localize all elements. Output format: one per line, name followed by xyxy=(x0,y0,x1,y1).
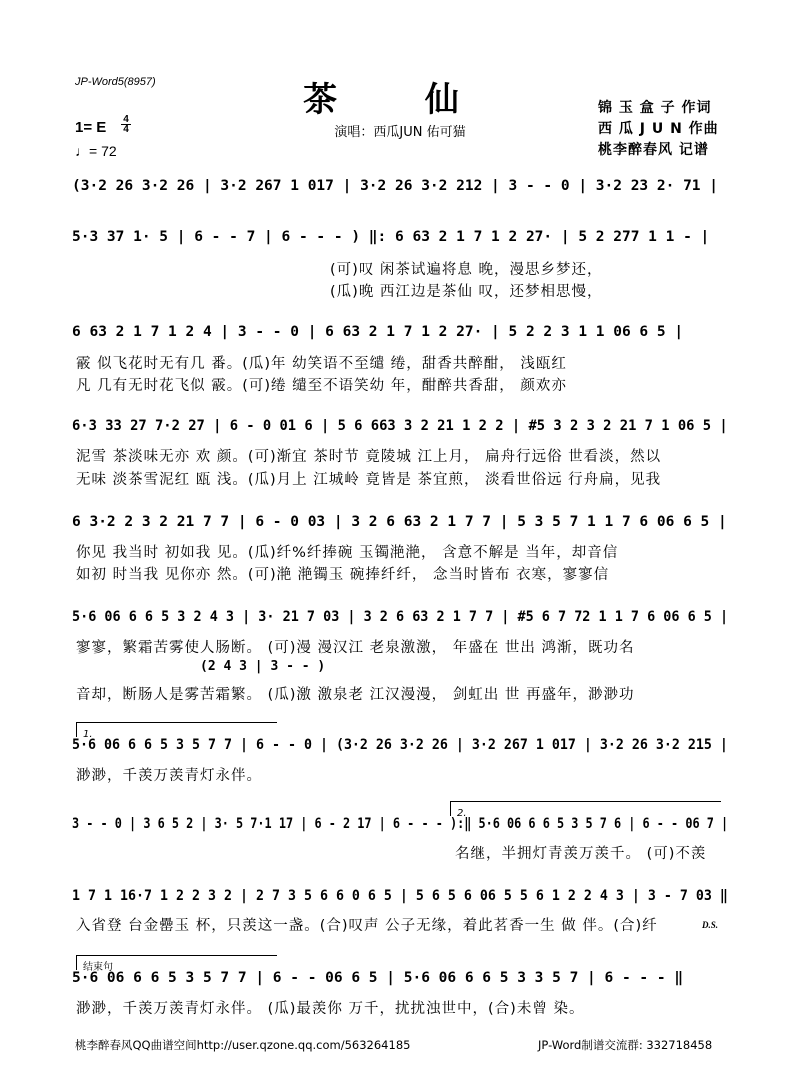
score-line-2-lyrics-1: (可)叹 闲茶试遍将息 晚，漫思乡梦还， xyxy=(330,262,603,278)
meter-bottom: 4 xyxy=(123,124,129,135)
score-line-6-lyrics-2: 音却，断肠人是雾苦霜繁。 (瓜)激 激泉老 江汉漫漫， 剑虹出 世 再盛年，渺渺功 xyxy=(76,687,635,703)
lyricist-credit: 锦 玉 盒 子 作词 xyxy=(598,100,712,116)
footer-group-info: JP-Word制谱交流群: 332718458 xyxy=(538,1038,713,1052)
score-line-4-lyrics-1: 泥雪 茶淡味无亦 欢 颜。(可)渐宜 茶时节 竟陵城 江上月， 扁舟行远俗 世看淡，然以 xyxy=(76,449,662,465)
coda-label: 结束句 xyxy=(83,962,113,973)
score-line-9-notes: 1 7 1 16·7 1 2 2 3 2 | 2 7 3 5 6 6 0 6 5 | 5 6 5 6 06 5 5 6 1 2 2 4 3 | 3 - 7 03 ‖ xyxy=(72,888,728,904)
score-line-6-lyrics-1: 寥寥，繁霜苦雾使人肠断。 (可)漫 漫汉江 老泉激激， 年盛在 世出 鸿渐，既功名 xyxy=(76,640,635,656)
score-line-5-lyrics-2: 如初 时当我 见你亦 然。(可)滟 滟镯玉 碗捧纤纤， 念当时皆布 衣寒，寥寥信 xyxy=(76,567,610,583)
score-line-2-lyrics-2: (瓜)晚 西江边是茶仙 叹，还梦相思慢， xyxy=(330,284,603,300)
song-title: 茶 仙 xyxy=(303,80,497,120)
score-line-9-lyrics-1: 入省登 台金罍玉 杯，只羡这一盏。(合)叹声 公子无缘，着此茗香一生 做 伴。(合)纤 xyxy=(76,918,658,934)
footer-credit-url: 桃李醉春风QQ曲谱空间http://user.qzone.qq.com/563264185 xyxy=(75,1038,411,1052)
score-line-3-lyrics-1: 霰 似飞花时无有几 番。(瓜)年 幼笑语不至缱 绻，甜香共醉酣， 浅瓯红 xyxy=(76,356,567,372)
key-signature: 1= E xyxy=(75,119,107,136)
score-line-5-notes: 6 3·2 2 3 2 21 7 7 | 6 - 0 03 | 3 2 6 63 2 1 7 7 | 5 3 5 7 1 1 7 6 06 6 5 | xyxy=(72,514,727,530)
singer-line: 演唱：西瓜JUN 佑可猫 xyxy=(334,125,466,140)
coda-bracket xyxy=(76,955,277,973)
volta-1-bracket xyxy=(76,722,277,740)
time-signature xyxy=(121,115,131,134)
composer-credit: 西 瓜 J U N 作曲 xyxy=(598,121,719,137)
volta-2-bracket xyxy=(450,801,721,819)
score-line-4-notes: 6·3 33 27 7·2 27 | 6 - 0 01 6 | 5 6 663 3 2 21 1 2 2 | #5 3 2 3 2 21 7 1 06 5 | xyxy=(72,418,728,434)
score-line-8-notes: 3 - - 0 | 3 6 5 2 | 3· 5 7·1 17 | 6 - 2 17 | 6 - - - ):‖ 5·6 06 6 6 5 3 5 7 6 | 6 - - 06 7 | xyxy=(72,816,729,832)
score-line-5-lyrics-1: 你见 我当时 初如我 见。(瓜)纤%纤捧碗 玉镯滟滟， 含意不解是 当年，却音信 xyxy=(76,545,619,561)
score-line-2-notes: 5·3 37 1· 5 | 6 - - 7 | 6 - - - ) ‖: 6 63 2 1 7 1 2 27· | 5 2 277 1 1 - | xyxy=(72,229,710,245)
score-line-6-alternate-ending: (2 4 3 | 3 - - ) xyxy=(200,659,326,674)
transcriber-credit: 桃李醉春风 记谱 xyxy=(598,142,709,158)
score-line-4-lyrics-2: 无味 淡茶雪泥红 瓯 浅。(瓜)月上 江城岭 竟皆是 茶宜煎， 淡看世俗远 行舟扁，见我 xyxy=(76,472,662,488)
score-line-1-notes: (3·2 26 3·2 26 | 3·2 267 1 017 | 3·2 26 3·2 212 | 3 - - 0 | 3·2 23 2· 71 | xyxy=(72,178,719,194)
score-line-7-lyrics-1: 渺渺，千羡万羡青灯永伴。 xyxy=(76,768,262,784)
volta-2-label: 2. xyxy=(457,808,467,819)
volta-1-label: 1. xyxy=(83,729,93,740)
score-line-3-notes: 6 63 2 1 7 1 2 4 | 3 - - 0 | 6 63 2 1 7 1 2 27· | 5 2 2 3 1 1 06 6 5 | xyxy=(72,324,684,340)
tempo-marking: ♩= 72 xyxy=(75,143,117,159)
score-line-10-lyrics-1: 渺渺，千羡万羡青灯永伴。 (瓜)最羡你 万千，扰扰浊世中，(合)未曾 染。 xyxy=(76,1001,585,1017)
score-line-3-lyrics-2: 凡 几有无时花飞似 霰。(可)绻 缱至不语笑幼 年，酣醉共香甜， 颜欢亦 xyxy=(76,378,567,394)
meter-top: 4 xyxy=(123,114,129,125)
score-line-6-notes: 5·6 06 6 6 5 3 2 4 3 | 3· 21 7 03 | 3 2 6 63 2 1 7 7 | #5 6 7 72 1 1 7 6 06 6 5 | xyxy=(72,609,729,625)
app-id-label: JP-Word5(8957) xyxy=(75,76,156,88)
score-line-7-notes: 5·6 06 6 6 5 3 5 7 7 | 6 - - 0 | (3·2 26 3·2 26 | 3·2 267 1 017 | 3·2 26 3·2 215 | xyxy=(72,737,728,753)
dal-segno-mark: D.S. xyxy=(702,920,719,930)
score-line-10-notes: 5·6 06 6 6 5 3 5 7 7 | 6 - - 06 6 5 | 5·6 06 6 6 5 3 3 5 7 | 6 - - - ‖ xyxy=(72,970,684,986)
score-line-8-lyrics-1: 名继，半拥灯青羡万羡千。 (可)不羡 xyxy=(455,846,707,862)
